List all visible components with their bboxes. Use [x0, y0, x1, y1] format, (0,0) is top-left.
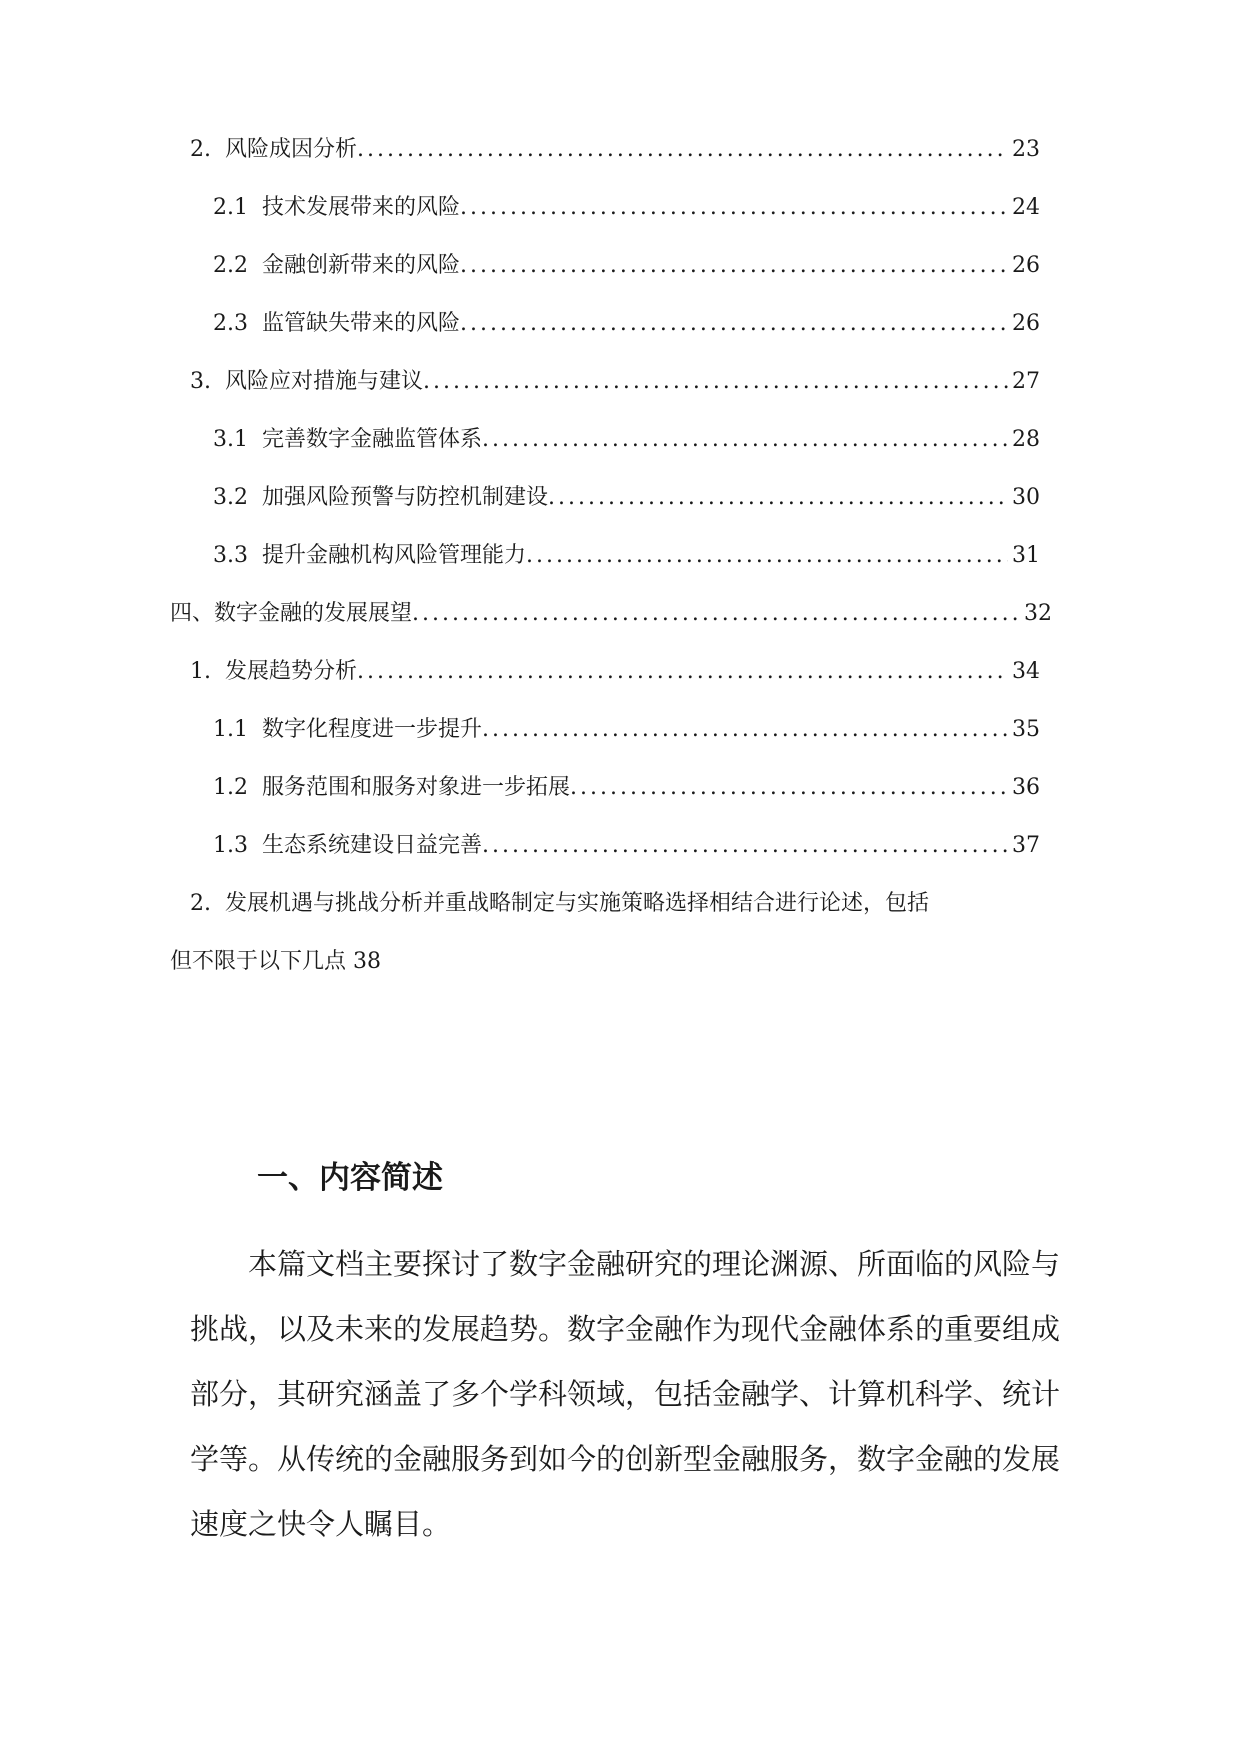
toc-entry-page: 30 [1012, 485, 1040, 510]
toc-leader-dots [570, 773, 1008, 803]
toc-entry-title: 提升金融机构风险管理能力 [262, 543, 527, 568]
toc-entry-long-line2: 但不限于以下几点 38 [170, 949, 381, 974]
toc-entry[interactable] [213, 715, 1040, 745]
toc-entry-title: 四、数字金融的发展展望 [170, 601, 413, 626]
toc-entry-title: 生态系统建设日益完善 [262, 833, 483, 858]
toc-entry-number: 1.3 [213, 833, 248, 858]
toc-entry-number: 3.2 [213, 485, 248, 510]
toc-entry[interactable] [190, 135, 1040, 165]
toc-entry-page: 37 [1012, 833, 1040, 858]
toc-entry-page: 36 [1012, 775, 1040, 800]
toc-entry-number: 2. [190, 137, 211, 162]
toc-entry-number: 1. [190, 659, 211, 684]
toc-leader-dots [526, 541, 1008, 571]
toc-entry-number: 2. [190, 891, 211, 916]
toc-entry-page: 34 [1012, 659, 1040, 684]
toc-entry-number: 3. [190, 369, 211, 394]
paragraph-line: 部分，其研究涵盖了多个学科领域，包括金融学、计算机科学、统计 [190, 1377, 1061, 1411]
toc-entry[interactable] [213, 425, 1040, 455]
toc-entry[interactable] [213, 773, 1040, 803]
toc-entry-title: 风险应对措施与建议 [225, 369, 424, 394]
toc-entry-page: 28 [1012, 427, 1040, 452]
toc-leader-dots [482, 715, 1008, 745]
toc-entry-title: 完善数字金融监管体系 [262, 427, 483, 452]
toc-entry[interactable] [190, 367, 1040, 397]
toc-entry-page: 26 [1012, 253, 1040, 278]
toc-entry-long-line1 [190, 889, 929, 919]
toc-entry-number: 2.1 [213, 195, 248, 220]
toc-leader-dots [460, 193, 1008, 223]
toc-entry[interactable] [213, 541, 1040, 571]
section-paragraph [190, 1232, 1060, 1557]
toc-entry-number: 1.1 [213, 717, 248, 742]
toc-entry[interactable] [213, 251, 1040, 281]
toc-entry-number: 2.3 [213, 311, 248, 336]
toc-entry-number: 3.1 [213, 427, 248, 452]
toc-entry-title: 加强风险预警与防控机制建设 [262, 485, 549, 510]
toc-entry-title: 风险成因分析 [225, 137, 358, 162]
toc-leader-dots [482, 425, 1008, 455]
toc-entry-page: 27 [1012, 369, 1040, 394]
toc-entry[interactable] [190, 657, 1040, 687]
toc-entry[interactable] [213, 193, 1040, 223]
toc-leader-dots [423, 367, 1008, 397]
toc-entry[interactable] [213, 309, 1040, 339]
toc-entry-title: 金融创新带来的风险 [262, 253, 461, 278]
toc-entry-number: 1.2 [213, 775, 248, 800]
toc-leader-dots [357, 135, 1008, 165]
toc-entry-title: 发展趋势分析 [225, 659, 358, 684]
toc-entry-page: 32 [1024, 601, 1052, 626]
toc-leader-dots [412, 599, 1020, 629]
toc-entry-page: 35 [1012, 717, 1040, 742]
toc-entry-page: 26 [1012, 311, 1040, 336]
toc-entry[interactable] [213, 483, 1040, 513]
section-heading: 一、内容简述 [257, 1160, 443, 1196]
toc-entry-page: 24 [1012, 195, 1040, 220]
toc-leader-dots [460, 251, 1008, 281]
paragraph-line: 本篇文档主要探讨了数字金融研究的理论渊源、所面临的风险与 [248, 1247, 1061, 1281]
toc-entry-title: 服务范围和服务对象进一步拓展 [262, 775, 571, 800]
toc-leader-dots [548, 483, 1008, 513]
toc-leader-dots [482, 831, 1008, 861]
toc-entry-page: 31 [1012, 543, 1040, 568]
toc-entry-number: 2.2 [213, 253, 248, 278]
paragraph-line: 挑战，以及未来的发展趋势。数字金融作为现代金融体系的重要组成 [190, 1312, 1061, 1346]
toc-entry-title: 发展机遇与挑战分析并重战略制定与实施策略选择相结合进行论述，包括 [225, 891, 930, 916]
toc-entry-number: 3.3 [213, 543, 248, 568]
toc-entry[interactable] [170, 599, 1052, 629]
toc-entry-title: 监管缺失带来的风险 [262, 311, 461, 336]
toc-entry[interactable] [213, 831, 1040, 861]
toc-entry-title: 技术发展带来的风险 [262, 195, 461, 220]
paragraph-line: 学等。从传统的金融服务到如今的创新型金融服务，数字金融的发展 [190, 1442, 1061, 1476]
toc-leader-dots [460, 309, 1008, 339]
toc-entry-title: 数字化程度进一步提升 [262, 717, 483, 742]
paragraph-line: 速度之快令人瞩目。 [190, 1507, 452, 1541]
toc-entry-page: 23 [1012, 137, 1040, 162]
toc-leader-dots [357, 657, 1008, 687]
